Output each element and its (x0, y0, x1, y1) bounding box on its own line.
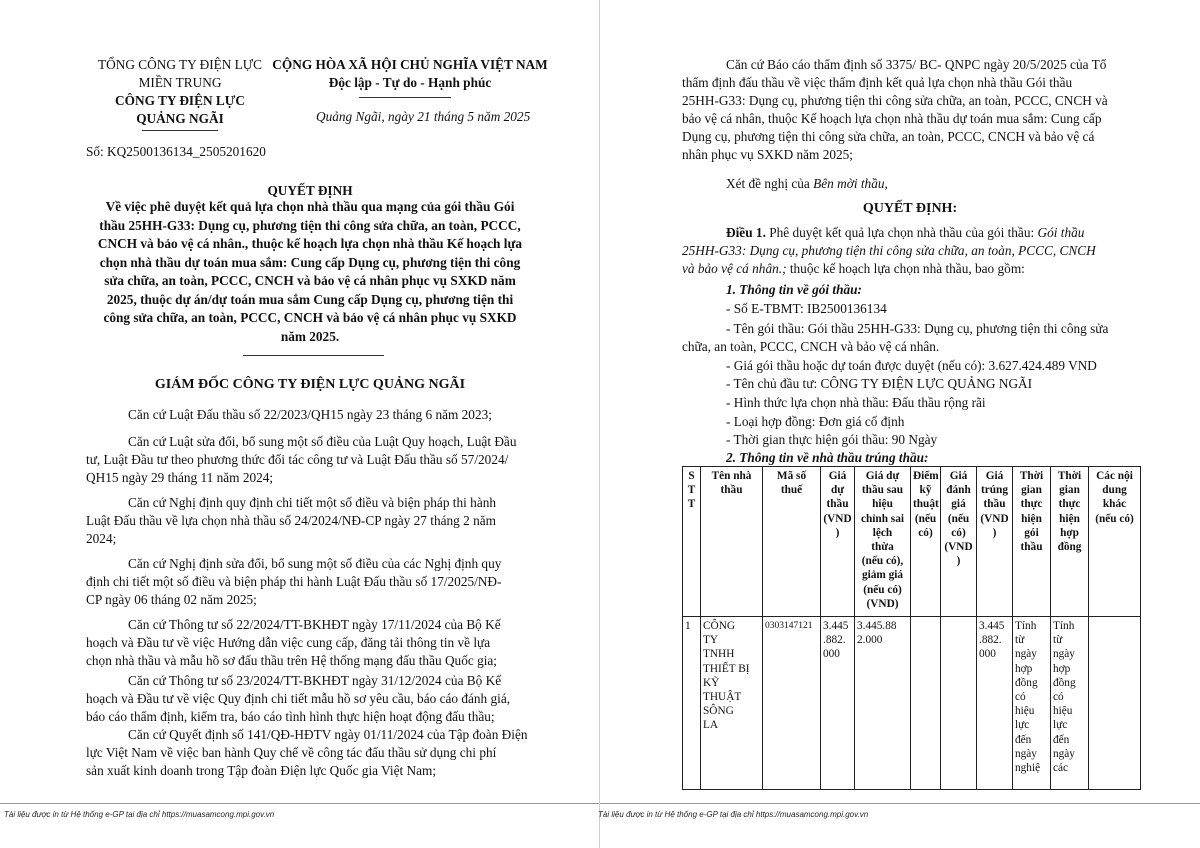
basis-6: Căn cứ Thông tư số 23/2024/TT-BKHĐT ngày 31/12/2024 của Bộ Kế hoạch và Đầu tư về việc Quy định chi tiết mẫu hồ sơ yêu cầu, báo cáo đánh giá, báo cáo thẩm định, kiểm tra, báo cáo tình hình thực hiện hoạt động đấu thầu; (86, 673, 511, 724)
subject-line: thầu 25HH-G33: Dụng cụ, phương tiện thi công sửa chữa, an toàn, PCCC, (99, 217, 521, 233)
col-header-stt: S T T (683, 467, 701, 617)
proposal-line (726, 175, 1146, 193)
basis-1: Căn cứ Luật Đấu thầu số 22/2023/QH15 ngày 23 tháng 6 năm 2023; (128, 407, 492, 422)
cell-bid-price: 3.445 .882. 000 (821, 617, 855, 790)
proposal-party: Bên mời thầu, (813, 176, 888, 191)
col-header-package-duration: Thời gian thực hiện gói thầu (1013, 467, 1051, 617)
cell-technical-score (911, 617, 941, 790)
cell-evaluated-price (941, 617, 977, 790)
table-row (683, 617, 1141, 790)
section-2-title: 2. Thông tin về nhà thầu trúng thầu: (726, 450, 929, 465)
winning-bidder-table (682, 466, 1141, 790)
footer-rule-right (600, 803, 1200, 804)
basis-4: Căn cứ Nghị định sửa đổi, bổ sung một số điều của các Nghị định quy định chi tiết một số điều và biện pháp thi hành Luật Đấu thầu số 17/2025/NĐ- CP ngày 06 tháng 02 năm 2025; (86, 556, 502, 607)
org-line-1: TỔNG CÔNG TY ĐIỆN LỰC (98, 57, 262, 72)
motto-underline (359, 97, 451, 98)
subject-underline (243, 355, 384, 356)
subject-line: sửa chữa, an toàn, PCCC, CNCH và bảo vệ cá nhân phục vụ SXKD năm (104, 273, 516, 288)
cell-package-duration: Tính từ ngày hợp đồng có hiệu lực đến ngày nghiệ (1013, 617, 1051, 790)
footer-note-right: Tài liệu được in từ Hệ thống e-GP tại địa chỉ https://muasamcong.mpi.gov.vn (598, 810, 869, 819)
basis-2: Căn cứ Luật sửa đổi, bổ sung một số điều của Luật Quy hoạch, Luật Đầu tư, Luật Đầu tư theo phương thức đối tác công tư và Luật Đấu thầu số 57/2024/ QH15 ngày 29 tháng 11 năm 2024; (86, 434, 517, 485)
basis-7: Căn cứ Quyết định số 141/QĐ-HĐTV ngày 01/11/2024 của Tập đoàn Điện lực Việt Nam về việc ban hành Quy chế về công tác đấu thầu sử dụng chi phí sản xuất kinh doanh trong Tập đoàn Điện lực Quốc gia Việt Nam; (86, 727, 528, 778)
info-package-price: - Giá gói thầu hoặc dự toán được duyệt (nếu có): 3.627.424.489 VND (726, 358, 1097, 373)
subject-line: 2025, thuộc dự án/dự toán mua sắm Cung cấp Dụng cụ, phương tiện thi (106, 291, 514, 307)
basis-5: Căn cứ Thông tư số 22/2024/TT-BKHĐT ngày 17/11/2024 của Bộ Kế hoạch và Đầu tư về việc Hướng dẫn việc cung cấp, đăng tải thông tin về lựa chọn nhà thầu và mẫu hồ sơ đấu thầu trên Hệ thống mạng đấu thầu Quốc gia; (86, 617, 501, 668)
info-contract-type: - Loại hợp đồng: Đơn giá cố định (726, 414, 905, 429)
decides-heading: QUYẾT ĐỊNH: (862, 201, 958, 216)
info-duration: - Thời gian thực hiện gói thầu: 90 Ngày (726, 432, 938, 447)
info-selection-method: - Hình thức lựa chọn nhà thầu: Đấu thầu rộng rãi (726, 395, 986, 410)
org-underline (142, 130, 218, 131)
subject-line: Về việc phê duyệt kết quả lựa chọn nhà thầu qua mạng của gói thầu Gói (105, 199, 515, 214)
org-line-3: CÔNG TY ĐIỆN LỰC (115, 93, 245, 108)
col-header-adjusted-price: Giá dự thầu sau hiệu chỉnh sai lệch thừa (nếu có), giảm giá (nếu có) (VND) (855, 467, 911, 617)
col-header-technical-score: Điểm kỹ thuật (nếu có) (911, 467, 941, 617)
nation-title: CỘNG HÒA XÃ HỘI CHỦ NGHĨA VIỆT NAM (272, 57, 548, 72)
subject-line: năm 2025. (280, 328, 340, 344)
cell-other (1089, 617, 1141, 790)
info-package-name-cont: chữa, an toàn, PCCC, CNCH và bảo vệ cá nhân. (682, 339, 940, 354)
info-etbmt: - Số E-TBMT: IB2500136134 (726, 301, 887, 316)
info-investor: - Tên chủ đầu tư: CÔNG TY ĐIỆN LỰC QUẢNG NGÃI (726, 376, 1033, 391)
footer-rule-left (0, 803, 600, 804)
table-header-row (683, 467, 1141, 617)
document-type: QUYẾT ĐỊNH (267, 183, 353, 198)
basis-3: Căn cứ Nghị định quy định chi tiết một số điều và biện pháp thi hành Luật Đấu thầu về lựa chọn nhà thầu số 24/2024/NĐ-CP ngày 27 tháng 2 năm 2024; (86, 495, 497, 546)
col-header-contract-duration: Thời gian thực hiện hợp đồng (1051, 467, 1089, 617)
article-1 (682, 224, 1152, 278)
cell-adjusted-price: 3.445.88 2.000 (855, 617, 911, 790)
cell-contract-duration: Tính từ ngày hợp đồng có hiệu lực đến ngày các (1051, 617, 1089, 790)
authority-title: GIÁM ĐỐC CÔNG TY ĐIỆN LỰC QUẢNG NGÃI (154, 377, 466, 392)
col-header-bid-price: Giá dự thầu (VND ) (821, 467, 855, 617)
info-package-name: - Tên gói thầu: Gói thầu 25HH-G33: Dụng cụ, phương tiện thi công sửa (726, 321, 1109, 336)
col-header-other: Các nội dung khác (nếu có) (1089, 467, 1141, 617)
org-line-2: MIỀN TRUNG (138, 75, 222, 90)
col-header-tax-code: Mã số thuế (763, 467, 821, 617)
cell-stt: 1 (683, 617, 701, 790)
cell-bidder-name: CÔNG TY TNHH THIẾT BỊ KỸ THUẬT SÔNG LA (701, 617, 763, 790)
article-1-package: Gói thầu 25HH-G33: Dụng cụ, phương tiện thi công sửa chữa, an toàn, PCCC, CNCH và bảo vệ cá nhân.; (682, 225, 1096, 276)
cell-tax-code: 0303147121 (763, 617, 821, 790)
col-header-winning-price: Giá trúng thầu (VND ) (977, 467, 1013, 617)
place-date: Quảng Ngãi, ngày 21 tháng 5 năm 2025 (316, 109, 531, 124)
proposal-prefix: Xét đề nghị của (726, 176, 814, 191)
org-line-4: QUẢNG NGÃI (136, 111, 224, 126)
article-1-label: Điều 1. (726, 225, 766, 240)
motto: Độc lập - Tự do - Hạnh phúc (328, 75, 492, 90)
col-header-evaluated-price: Giá đánh giá (nếu có) (VND ) (941, 467, 977, 617)
subject-line: CNCH và bảo vệ cá nhân., thuộc kế hoạch lựa chọn nhà thầu Kế hoạch lựa (97, 236, 523, 251)
subject-line: chọn nhà thầu dự toán mua sắm: Cung cấp Dụng cụ, phương tiện thi công (99, 254, 521, 270)
document-number: Số: KQ2500136134_2505201620 (86, 144, 266, 159)
cell-winning-price: 3.445 .882. 000 (977, 617, 1013, 790)
article-1-tail: thuộc kế hoạch lựa chọn nhà thầu, bao gồm: (786, 261, 1025, 276)
subject-line: công sửa chữa, an toàn, PCCC, CNCH và bảo vệ cá nhân phục vụ SXKD (103, 310, 517, 325)
footer-note-left: Tài liệu được in từ Hệ thống e-GP tại địa chỉ https://muasamcong.mpi.gov.vn (4, 810, 275, 819)
section-1-title: 1. Thông tin về gói thầu: (726, 282, 862, 297)
basis-appraisal-report: Căn cứ Báo cáo thẩm định số 3375/ BC- QNPC ngày 20/5/2025 của Tổ thẩm định đấu thầu về việc thẩm định kết quả lựa chọn nhà thầu Gói thầu 25HH-G33: Dụng cụ, phương tiện thi công sửa chữa, an toàn, PCCC, CNCH và bảo vệ cá nhân, thuộc Kế hoạch lựa chọn nhà thầu dự toán mua sắm: Cung cấp Dụng cụ, phương tiện thi công sửa chữa, an toàn, PCCC, CNCH và bảo vệ cá nhân phục vụ SXKD năm 2025; (682, 57, 1108, 162)
col-header-bidder-name: Tên nhà thầu (701, 467, 763, 617)
article-1-text: Phê duyệt kết quả lựa chọn nhà thầu của gói thầu: (765, 225, 1038, 240)
